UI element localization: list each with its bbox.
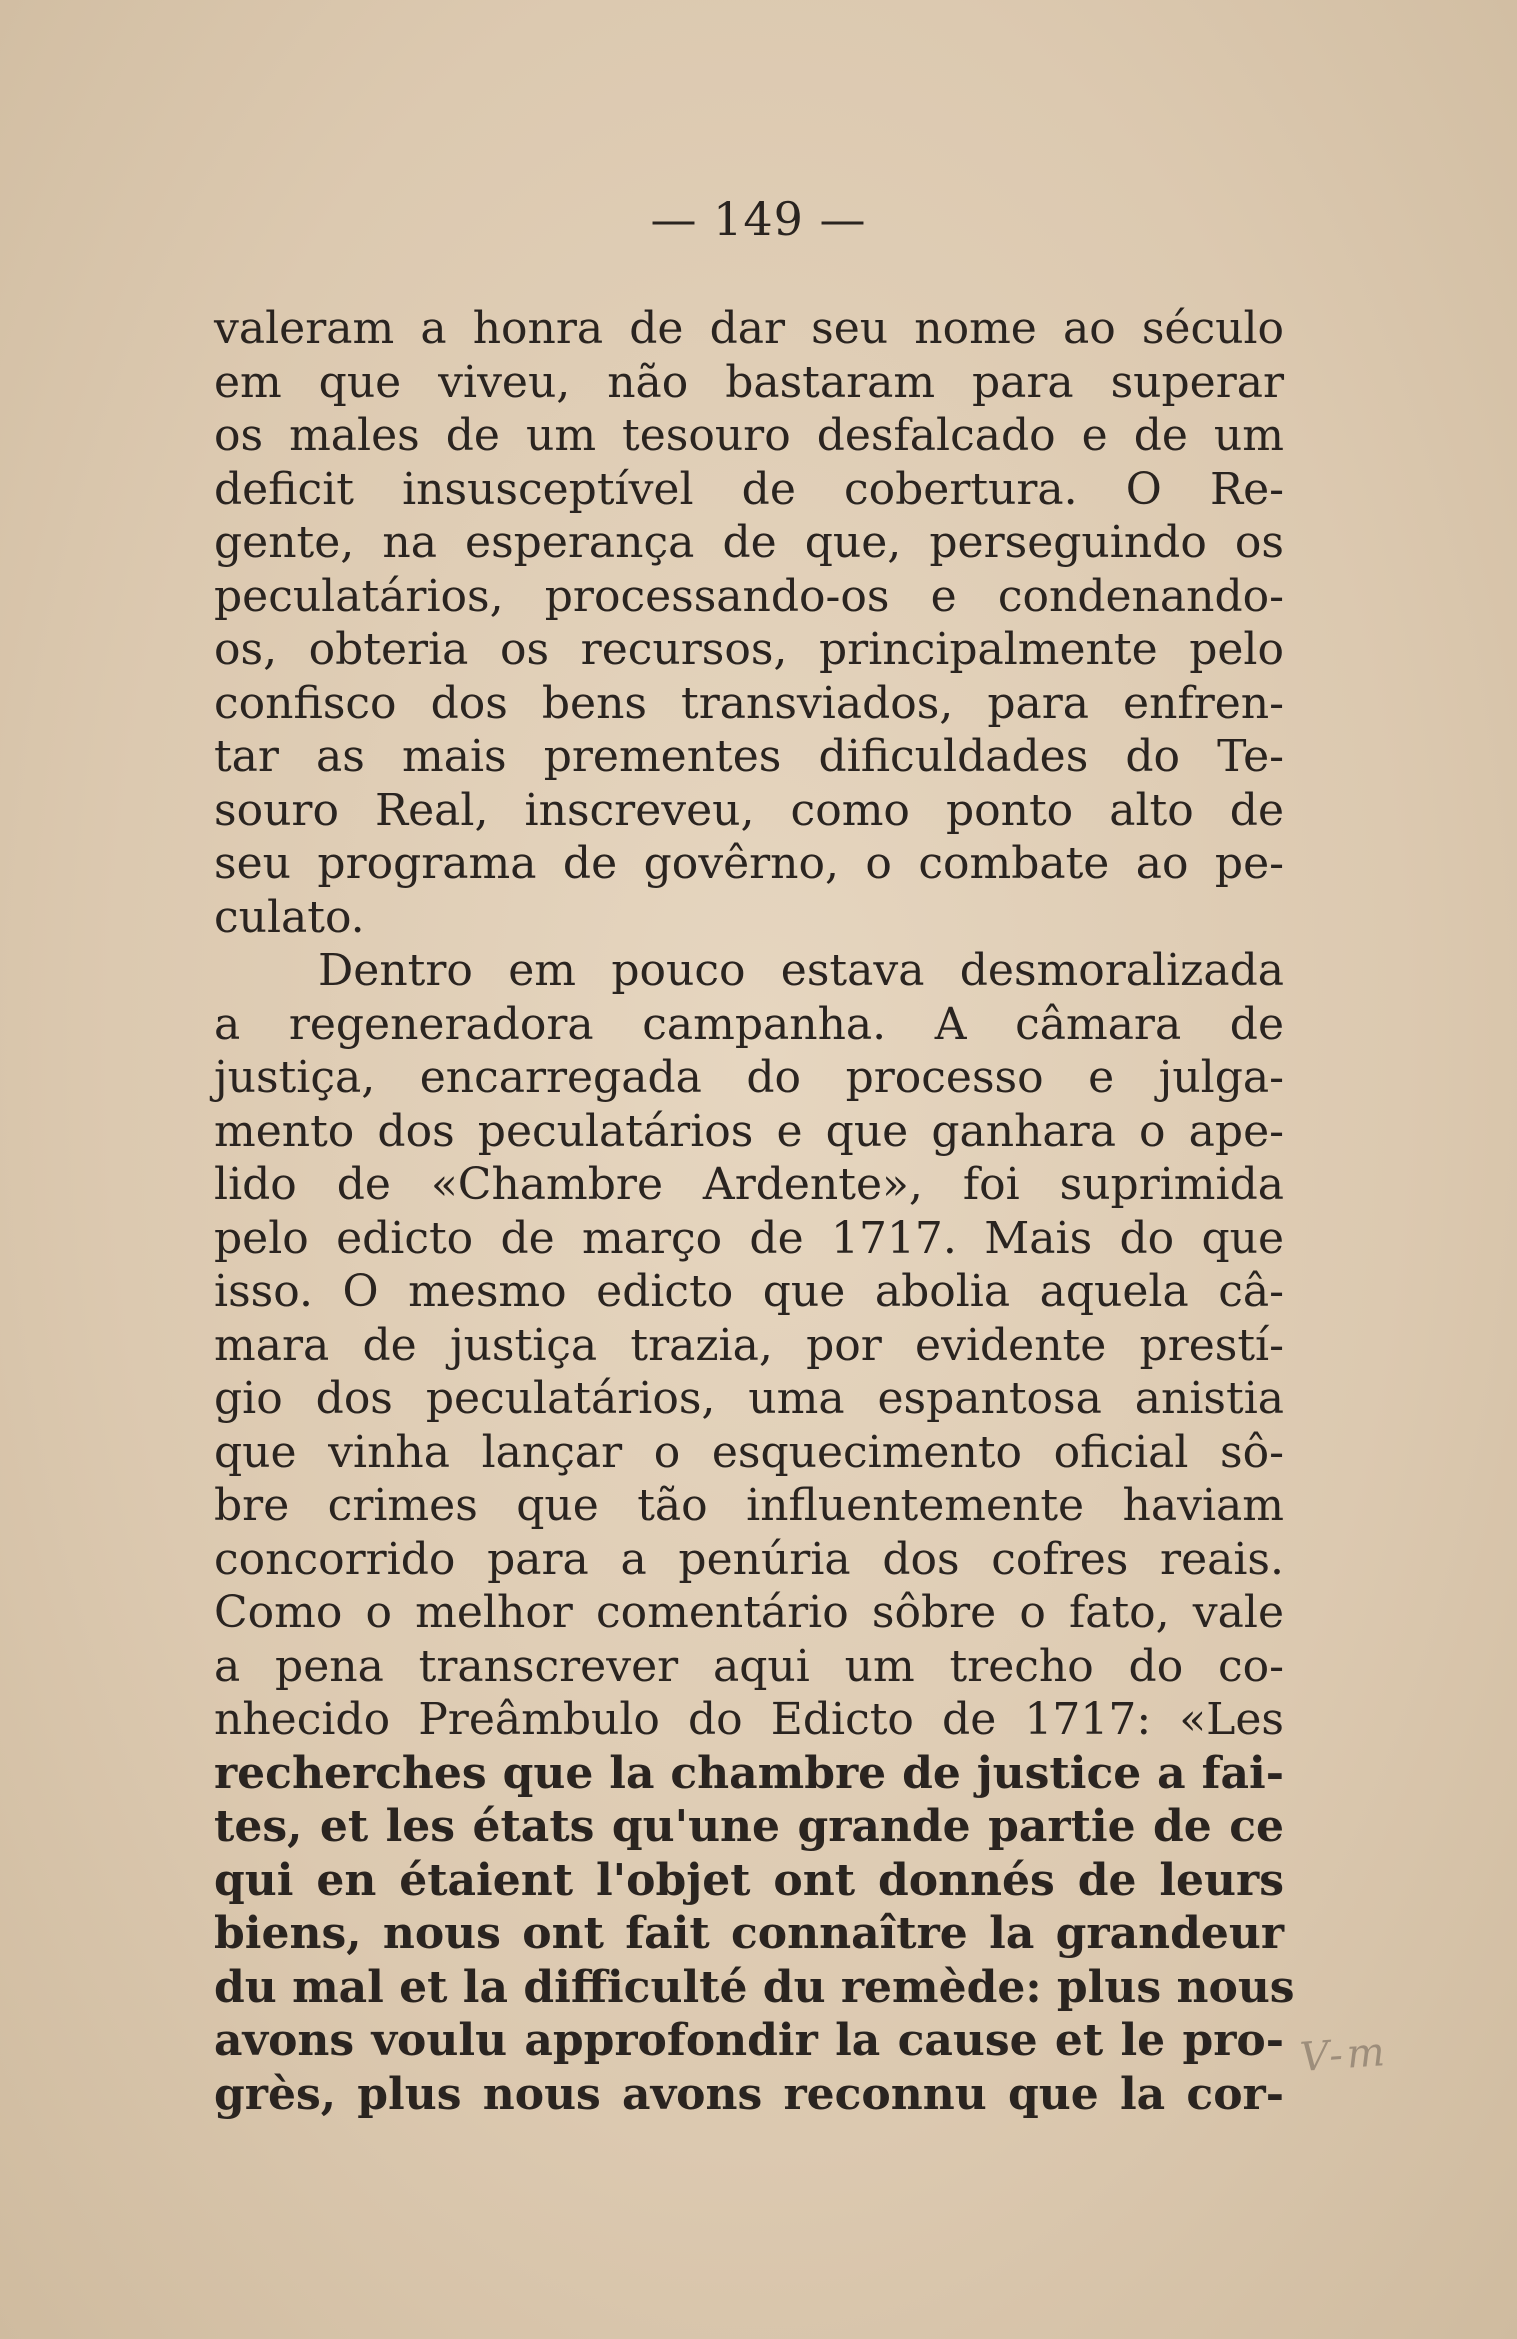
text-line: seu programa de govêrno, o combate ao pe- xyxy=(214,838,1284,889)
text-line: bre crimes que tão influentemente haviam xyxy=(214,1480,1284,1531)
text-line: gio dos peculatários, uma espantosa anistia xyxy=(214,1373,1284,1424)
text-line: mento dos peculatários e que ganhara o ape- xyxy=(214,1105,1284,1157)
text-line: gente, na esperança de que, perseguindo os xyxy=(214,517,1284,568)
quotation-line: tes, et les états qu'une grande partie de ce xyxy=(214,1801,1284,1852)
quotation-line: recherches que la chambre de justice a fai- xyxy=(214,1747,1284,1799)
text-line: a regeneradora campanha. A câmara de xyxy=(214,998,1284,1050)
text-line: nhecido Preâmbulo do Edicto de 1717: «Les xyxy=(214,1694,1284,1745)
quotation-line: du mal et la difficulté du remède: plus nous xyxy=(214,1961,1295,2013)
page-number: — 149 — xyxy=(650,192,867,246)
text-line: pelo edicto de março de 1717. Mais do que xyxy=(214,1212,1284,1264)
text-line: culato. xyxy=(214,891,365,943)
text-line: mara de justiça trazia, por evidente prestí- xyxy=(214,1319,1284,1371)
text-line: isso. O mesmo edicto que abolia aquela câ- xyxy=(214,1266,1284,1317)
text-line: Dentro em pouco estava desmoralizada xyxy=(318,945,1284,996)
text-line: tar as mais prementes dificuldades do Te- xyxy=(214,731,1284,782)
text-line: em que viveu, não bastaram para superar xyxy=(214,356,1284,408)
text-line: a pena transcrever aqui um trecho do co- xyxy=(214,1640,1284,1692)
text-line: valeram a honra de dar seu nome ao século xyxy=(214,303,1284,354)
quotation-line: avons voulu approfondir la cause et le pro- xyxy=(214,2015,1284,2066)
quotation-line: grès, plus nous avons reconnu que la cor- xyxy=(214,2068,1284,2120)
text-line: lido de «Chambre Ardente», foi suprimida xyxy=(214,1159,1284,1210)
text-line: Como o melhor comentário sôbre o fato, vale xyxy=(214,1587,1284,1638)
text-line: justiça, encarregada do processo e julga- xyxy=(214,1052,1284,1103)
text-line: os males de um tesouro desfalcado e de um xyxy=(214,410,1284,461)
text-line: que vinha lançar o esquecimento oficial sô- xyxy=(214,1426,1284,1478)
text-line: concorrido para a penúria dos cofres reais. xyxy=(214,1533,1284,1585)
text-line: deficit insusceptível de cobertura. O Re- xyxy=(214,463,1284,515)
handwritten-margin-note: V-m xyxy=(1298,2028,1391,2082)
quotation-line: biens, nous ont fait connaître la grandeur xyxy=(214,1908,1284,1959)
text-line: peculatários, processando-os e condenando- xyxy=(214,570,1284,622)
text-line: confisco dos bens transviados, para enfren- xyxy=(214,677,1284,729)
text-line: os, obteria os recursos, principalmente pelo xyxy=(214,624,1284,675)
text-line: souro Real, inscreveu, como ponto alto de xyxy=(214,784,1284,836)
quotation-line: qui en étaient l'objet ont donnés de leurs xyxy=(214,1854,1284,1906)
body-text xyxy=(214,302,1295,2121)
